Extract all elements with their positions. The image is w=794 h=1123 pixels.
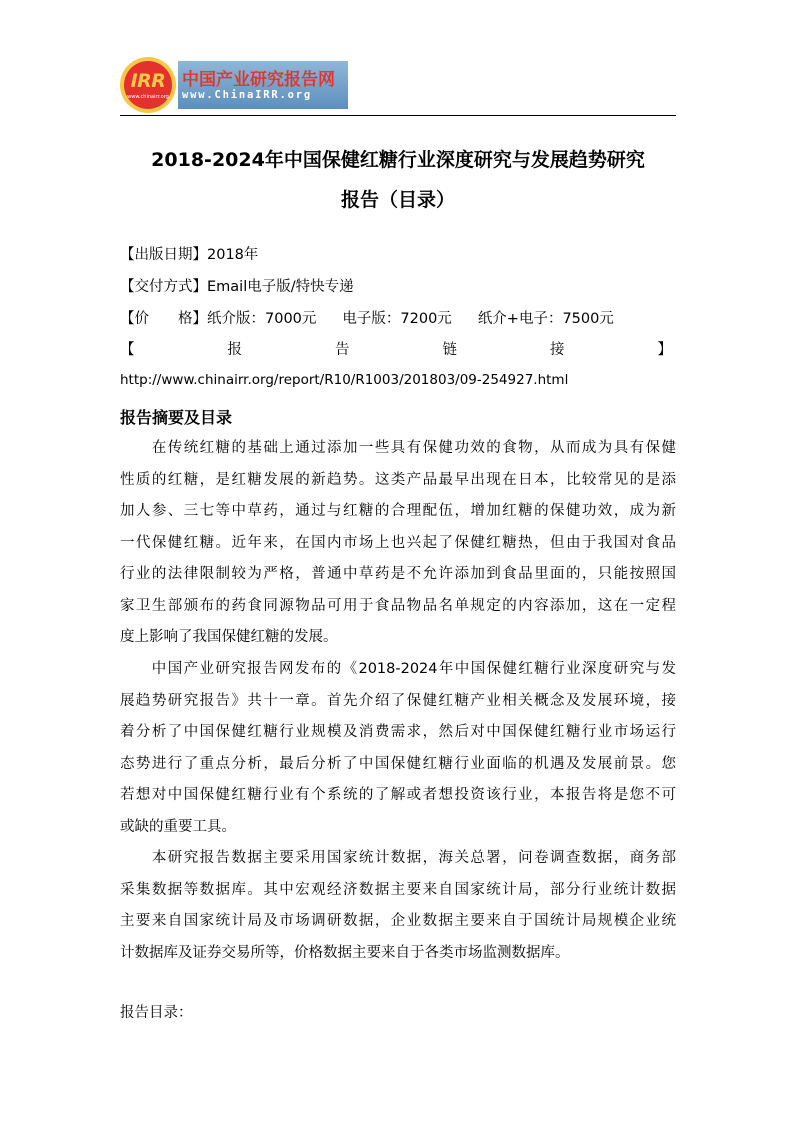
brand-banner [178, 61, 348, 109]
irr-badge-icon [120, 57, 176, 113]
paragraph-line: 态势进行了重点分析，最后分析了中国保健红糖行业面临的机遇及发展前景。您 [120, 755, 676, 772]
paragraph-line: 计数据库及证券交易所等，价格数据主要来自于各类市场监测数据库。 [120, 944, 570, 961]
paragraph-line: 一代保健红糖。近年来，在国内市场上也兴起了保健红糖热，但由于我国对食品 [120, 534, 676, 551]
link-char: 告 [335, 342, 350, 358]
price-electronic: 电子版：7200元 [342, 311, 452, 327]
link-char: 】 [657, 342, 672, 358]
paragraph-line: 性质的红糖，是红糖发展的新趋势。这类产品最早出现在日本，比较常见的是添 [120, 471, 676, 488]
publish-date: 【出版日期】2018年 [120, 247, 259, 263]
paragraph-line: 度上影响了我国保健红糖的发展。 [120, 629, 338, 645]
price-paper: 【价 格】纸介版：7000元 [120, 311, 317, 327]
price-row [120, 307, 614, 328]
badge-text: IRR [130, 70, 166, 92]
report-title-line2: 报告（目录） [340, 189, 455, 211]
price-both: 纸介+电子：7500元 [477, 311, 614, 327]
report-title-line1: 2018-2024年中国保健红糖行业深度研究与发展趋势研究 [151, 149, 645, 171]
brand-logo [120, 57, 348, 113]
delivery-method: 【交付方式】Email电子版/特快专递 [120, 279, 354, 295]
paragraph-line: 行业的法律限制较为严格，普通中草药是不允许添加到食品里面的，只能按照国 [120, 566, 676, 582]
link-char: 【 [120, 342, 135, 358]
header-divider [120, 115, 676, 116]
link-char: 接 [550, 342, 565, 358]
paragraph-line: 本研究报告数据主要采用国家统计数据，海关总署，问卷调查数据，商务部 [120, 850, 676, 866]
brand-name: 中国产业研究报告网 [182, 70, 335, 90]
paragraph-line: 或缺的重要工具。 [120, 818, 236, 835]
summary-paragraph-1 [120, 433, 676, 654]
report-url-link[interactable]: http://www.chinairr.org/report/R10/R1003/201803/09-254927.html [120, 372, 569, 388]
summary-heading: 报告摘要及目录 [120, 408, 233, 427]
summary-paragraph-3 [120, 843, 676, 969]
summary-paragraph-2 [120, 654, 676, 843]
paragraph-line: 着分析了中国保健红糖行业规模及消费需求，然后对中国保健红糖行业市场运行 [120, 724, 676, 740]
paragraph-line: 家卫生部颁布的药食同源物品可用于食品物品名单规定的内容添加，这在一定程 [120, 597, 676, 614]
paragraph-line: 在传统红糖的基础上通过添加一些具有保健功效的食物，从而成为具有保健 [120, 440, 676, 456]
report-link-label [120, 338, 672, 359]
paragraph-line: 采集数据等数据库。其中宏观经济数据主要来自国家统计局，部分行业统计数据 [120, 881, 676, 898]
brand-url: www.ChinaIRR.org [182, 89, 312, 101]
paragraph-line: 中国产业研究报告网发布的《2018-2024年中国保健红糖行业深度研究与发 [120, 661, 676, 677]
toc-label: 报告目录： [120, 1005, 193, 1021]
link-char: 报 [227, 342, 242, 358]
paragraph-line: 若想对中国保健红糖行业有个系统的了解或者想投资该行业，本报告将是您不可 [120, 787, 676, 803]
badge-sub: www.chinairr.org [127, 94, 169, 100]
link-char: 链 [442, 342, 457, 358]
paragraph-line: 加人参、三七等中草药，通过与红糖的合理配伍，增加红糖的保健功效，成为新 [120, 503, 676, 519]
paragraph-line: 展趋势研究报告》共十一章。首先介绍了保健红糖产业相关概念及发展环境，接 [120, 692, 676, 709]
paragraph-line: 主要来自国家统计局及市场调研数据，企业数据主要来自于国统计局规模企业统 [120, 913, 676, 929]
